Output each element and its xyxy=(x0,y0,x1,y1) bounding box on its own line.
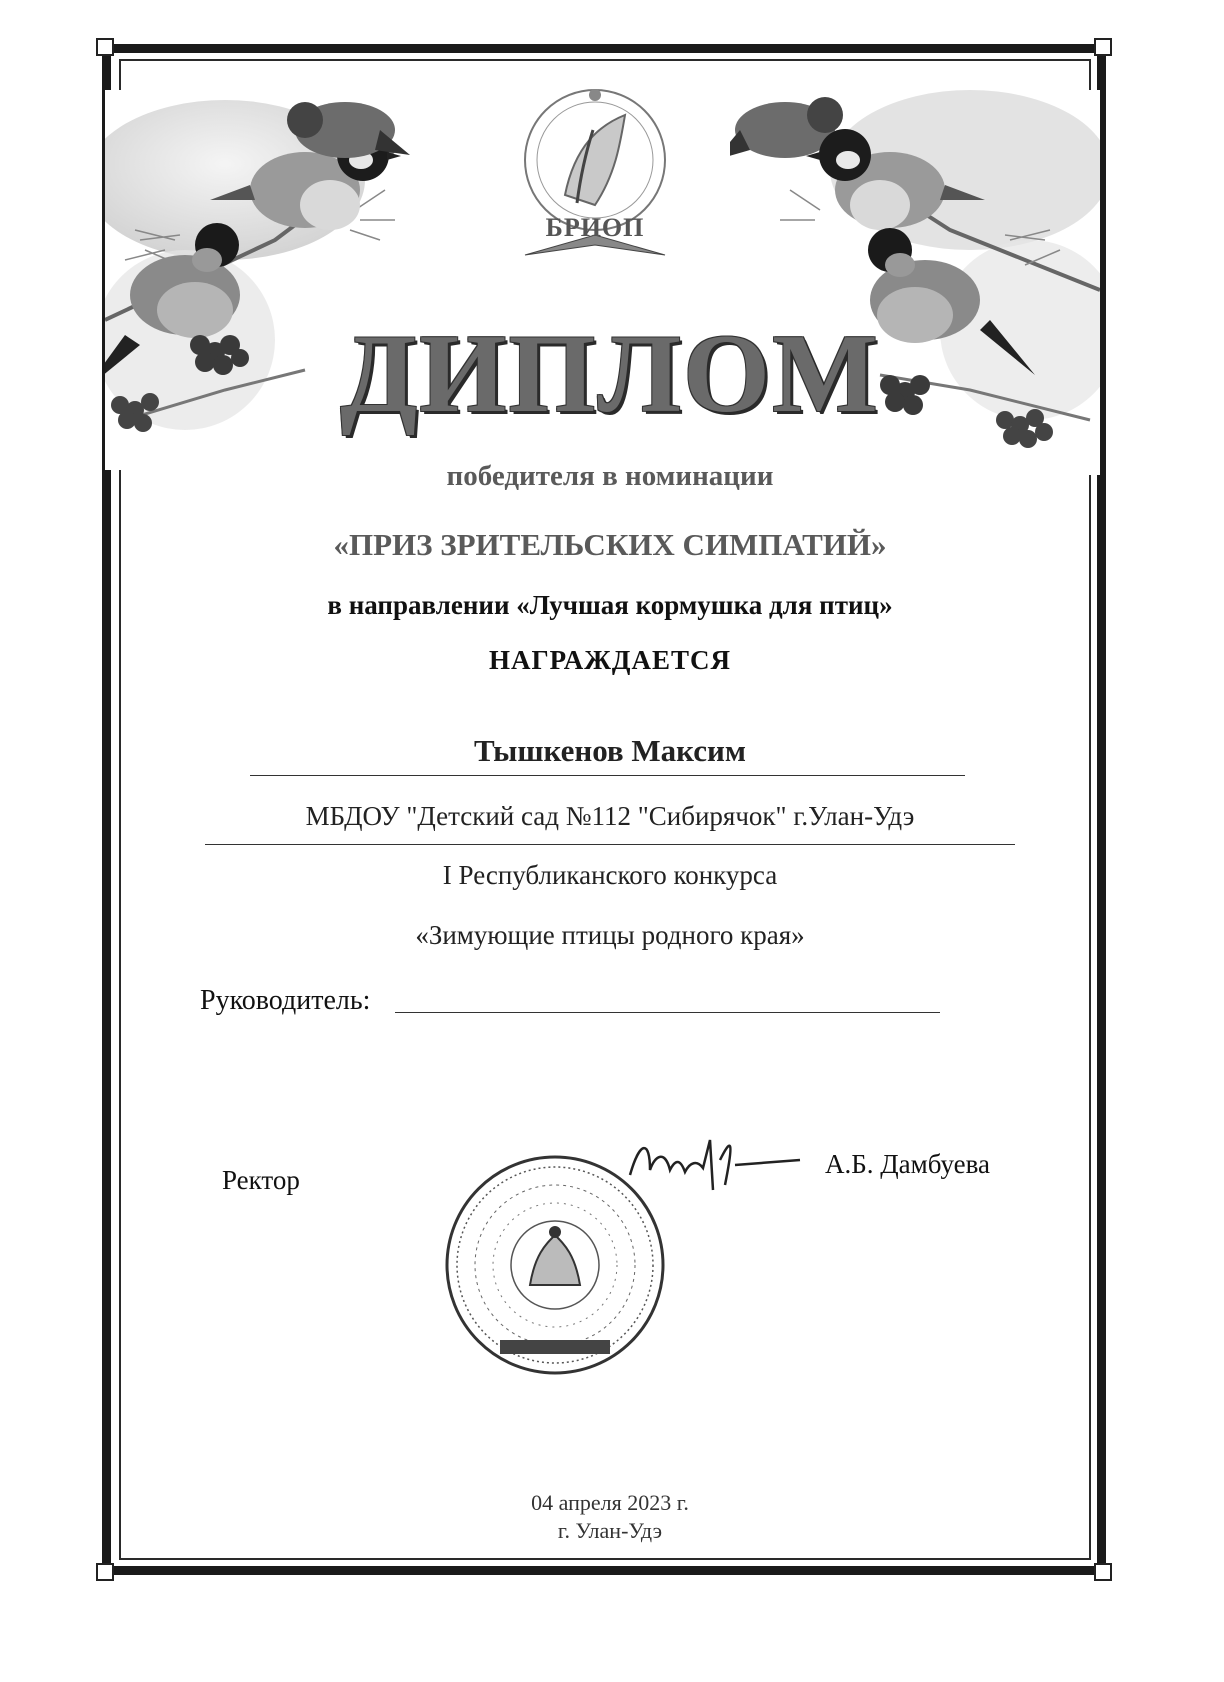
subtitle: победителя в номинации xyxy=(446,460,774,492)
rector-label: Ректор xyxy=(222,1165,300,1195)
recipient-underline xyxy=(250,775,965,776)
signer-name: А.Б. Дамбуева xyxy=(825,1149,990,1179)
leader-underline xyxy=(395,1012,940,1013)
corner-ornament-top-left xyxy=(96,38,114,56)
corner-ornament-bottom-left xyxy=(96,1563,114,1581)
organization: МБДОУ "Детский сад №112 "Сибирячок" г.Улан-Удэ xyxy=(305,801,915,831)
leader-label: Руководитель: xyxy=(200,985,371,1016)
direction: в направлении «Лучшая кормушка для птиц» xyxy=(327,590,893,620)
nomination: «ПРИЗ ЗРИТЕЛЬСКИХ СИМПАТИЙ» xyxy=(333,527,887,562)
contest-line-2: «Зимующие птицы родного края» xyxy=(415,920,805,950)
recipient-name: Тышкенов Максим xyxy=(473,733,747,768)
awarded-label: НАГРАЖДАЕТСЯ xyxy=(488,645,731,675)
corner-ornament-bottom-right xyxy=(1094,1563,1112,1581)
contest-line-1: I Республиканского конкурса xyxy=(442,860,778,890)
issue-city: г. Улан-Удэ xyxy=(557,1518,663,1543)
diploma-title: ДИПЛОМ xyxy=(340,312,880,436)
institute-logo xyxy=(505,85,685,265)
logo-text: БРИОП xyxy=(545,213,645,242)
corner-ornament-top-right xyxy=(1094,38,1112,56)
rector-signature xyxy=(625,1120,805,1200)
organization-underline xyxy=(205,844,1015,845)
issue-date: 04 апреля 2023 г. xyxy=(531,1490,689,1515)
